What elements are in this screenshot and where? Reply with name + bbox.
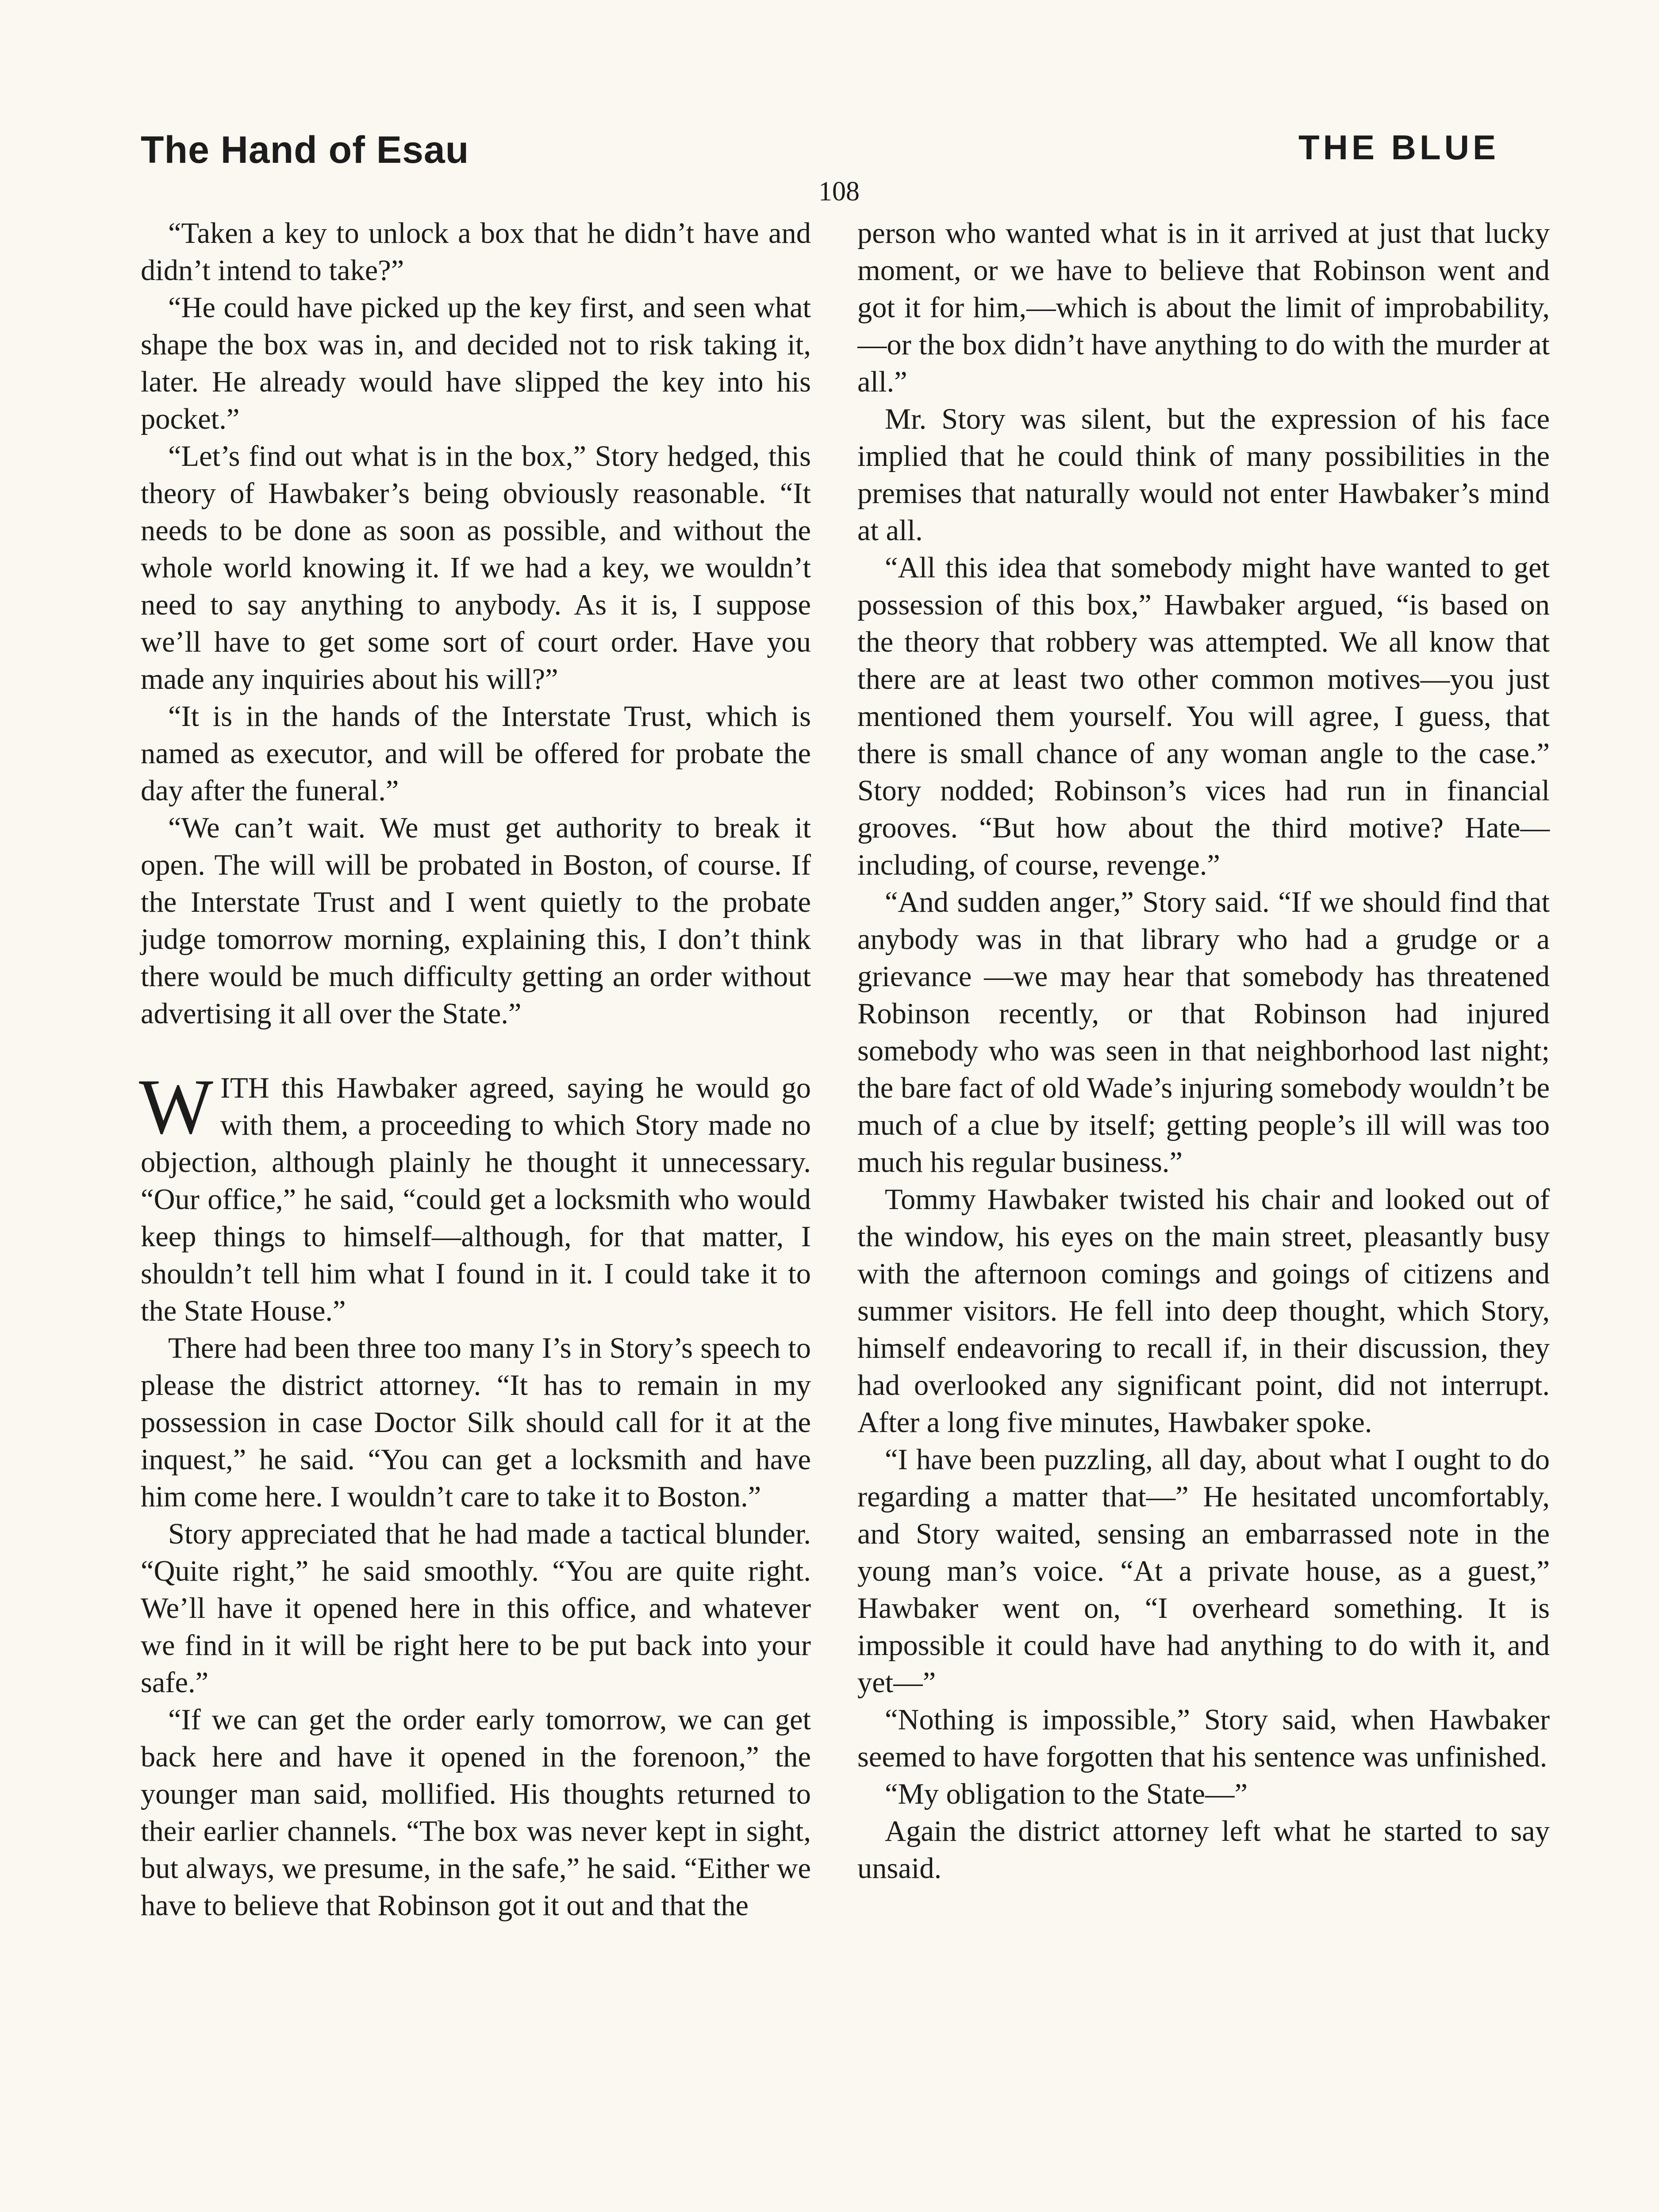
continued-paragraph: person who wanted what is in it arrived at just that lucky moment, or we have to believe that Robinson went and got it for him,—which is about the limit of improbability,—or the box didn’t have anything to do with the murder at all.” bbox=[857, 217, 1550, 398]
paragraph: “If we can get the order early tomorrow, we can get back here and have it opened in the forenoon,” the younger man said, mollified. His thoughts returned to their earlier channels. “The box was never kept in sight, but always, we presume, in the safe,” he said. “Either we have to believe that Robinson got it out and that the bbox=[141, 1704, 811, 1922]
paragraph: Again the district attorney left what he started to say unsaid. bbox=[857, 1815, 1550, 1885]
left-column bbox=[141, 215, 811, 1924]
section-opening-text: ITH this Hawbaker agreed, saying he would go with them, a proceeding to which Story made no objection, although plainly he thought it unnecessary. “Our office,” he said, “could get a locksmith who would keep things to himself—although, for that matter, I shouldn’t tell him what I found in it. I could take it to the State House.” bbox=[141, 1072, 811, 1327]
paragraph: Story appreciated that he had made a tactical blunder. “Quite right,” he said smoothly. “You are quite right. We’ll have it opened here in this office, and whatever we find in it will be right here to be put back into your safe.” bbox=[141, 1518, 811, 1699]
section-opening-paragraph bbox=[139, 1063, 811, 1330]
paragraph: “He could have picked up the key first, and seen what shape the box was in, and decided not to risk taking it, later. He already would have slipped the key into his pocket.” bbox=[141, 292, 811, 435]
paragraph: “And sudden anger,” Story said. “If we should find that anybody was in that library who had a grudge or a grievance —we may hear that somebody has threatened Robinson recently, or that Robinson had injured somebody who was seen in that neighborhood last night; the bare fact of old Wade’s injuring somebody wouldn’t be much of a clue by itself; getting people’s ill will was too much his regular business.” bbox=[857, 886, 1550, 1179]
page-number: 108 bbox=[818, 177, 860, 207]
paragraph: “Nothing is impossible,” Story said, when Hawbaker seemed to have forgotten that his sentence was unfinished. bbox=[857, 1704, 1550, 1773]
right-column bbox=[857, 215, 1659, 2212]
paragraph: Tommy Hawbaker twisted his chair and looked out of the window, his eyes on the main street, pleasantly busy with the afternoon comings and goings of citizens and summer visitors. He fell into deep thought, which Story, himself endeavoring to recall if, in their discussion, they had overlooked any significant point, did not interrupt. After a long five minutes, Hawbaker spoke. bbox=[857, 1183, 1550, 1439]
paragraph: “Let’s find out what is in the box,” Story hedged, this theory of Hawbaker’s being obviously reasonable. “It needs to be done as soon as possible, and without the whole world knowing it. If we had a key, we wouldn’t need to say anything to anybody. As it is, I suppose we’ll have to get some sort of court order. Have you made any inquiries about his will?” bbox=[141, 440, 811, 695]
magazine-title: THE BLUE bbox=[1298, 128, 1499, 167]
paragraph: “All this idea that somebody might have wanted to get possession of this box,” Hawbaker argued, “is based on the theory that robbery was attempted. We all know that there are at least two other common motives—you just mentioned them yourself. You will agree, I guess, that there is small chance of any woman angle to the case.” Story nodded; Robinson’s vices had run in financial grooves. “But how about the third motive? Hate—including, of course, revenge.” bbox=[857, 552, 1550, 881]
paragraph: “We can’t wait. We must get authority to break it open. The will will be probated in Boston, of course. If the Interstate Trust and I went quietly to the probate judge tomorrow morning, explaining this, I don’t think there would be much difficulty getting an order without advertising it all over the State.” bbox=[141, 812, 811, 1030]
paragraph: Mr. Story was silent, but the expression of his face implied that he could think of many possibilities in the premises that naturally would not enter Hawbaker’s mind at all. bbox=[857, 403, 1550, 547]
drop-cap: W bbox=[139, 1063, 214, 1150]
paragraph: There had been three too many I’s in Story’s speech to please the district attorney. “It has to remain in my possession in case Doctor Silk should call for it at the inquest,” he said. “You can get a locksmith and have him come here. I wouldn’t care to take it to Boston.” bbox=[141, 1332, 811, 1513]
paragraph: “My obligation to the State—” bbox=[885, 1778, 1248, 1810]
paragraph: “I have been puzzling, all day, about what I ought to do regarding a matter that—” He hesitated uncomfortably, and Story waited, sensing an embarrassed note in the young man’s voice. “At a private house, as a guest,” Hawbaker went on, “I overheard something. It is impossible it could have had anything to do with it, and yet—” bbox=[857, 1444, 1550, 1699]
paragraph: “It is in the hands of the Interstate Trust, which is named as executor, and will be offered for probate the day after the funeral.” bbox=[141, 700, 811, 807]
story-title: The Hand of Esau bbox=[141, 129, 469, 171]
paragraph: “Taken a key to unlock a box that he didn’t have and didn’t intend to take?” bbox=[141, 217, 811, 287]
